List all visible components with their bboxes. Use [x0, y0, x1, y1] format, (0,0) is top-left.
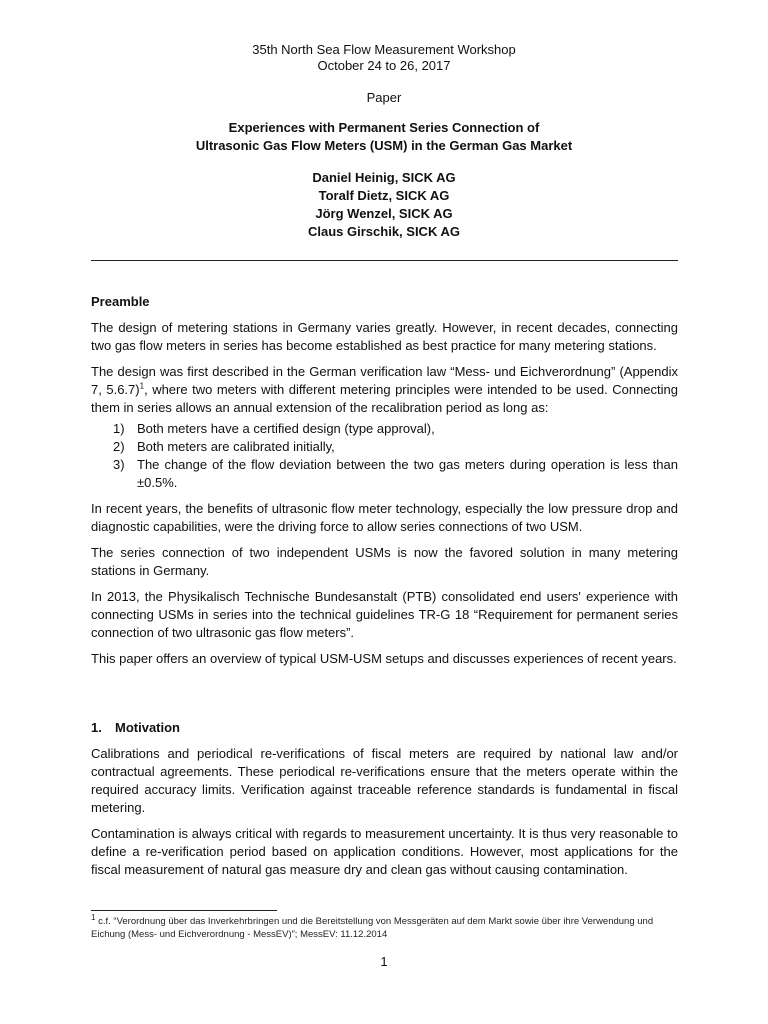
preamble-section — [91, 293, 678, 668]
list-item — [91, 438, 678, 456]
preamble-paragraph-1: The design of metering stations in Germany varies greatly. However, in recent decades, connecting two gas flow meters in series has become established as best practice for many metering stations. — [91, 320, 678, 353]
preamble-paragraph-4: The series connection of two independent USMs is now the favored solution in many metering stations in Germany. — [91, 545, 678, 578]
list-number: 3) — [113, 457, 125, 472]
page-number: 1 — [380, 954, 388, 969]
footnote — [91, 912, 678, 941]
list-text: Both meters are calibrated initially, — [137, 439, 335, 454]
workshop-name: 35th North Sea Flow Measurement Workshop — [252, 42, 516, 57]
section-heading-preamble: Preamble — [91, 294, 150, 309]
workshop-dates: October 24 to 26, 2017 — [317, 58, 451, 73]
author-name: Claus Girschik, SICK AG — [308, 224, 460, 239]
paragraph-text: The design was first described in the German verification law “Mess- und Eichverordnung” (Appendix 7, 5.6.7) — [91, 364, 678, 397]
author-name: Toralf Dietz, SICK AG — [318, 188, 450, 203]
author-list — [0, 169, 768, 241]
preamble-paragraph-3: In recent years, the benefits of ultrasonic flow meter technology, especially the low pressure drop and diagnostic capabilities, were the driving force to allow series connections of two USM. — [91, 501, 678, 534]
list-item — [91, 456, 678, 492]
footnote-reference: 1 — [139, 381, 145, 391]
title-divider — [91, 260, 678, 261]
conditions-list — [91, 420, 678, 492]
list-number: 1) — [113, 421, 125, 436]
preamble-paragraph-5: In 2013, the Physikalisch Technische Bundesanstalt (PTB) consolidated end users' experience with connecting USMs in series into the technical guidelines TR-G 18 “Requirement for permanent series connection of two ultrasonic gas flow meters”. — [91, 589, 678, 640]
section-title: Motivation — [115, 720, 180, 735]
list-item — [91, 420, 678, 438]
paper-header — [0, 42, 768, 106]
author-name: Jörg Wenzel, SICK AG — [315, 206, 453, 221]
title-line-1: Experiences with Permanent Series Connection of — [228, 120, 540, 135]
motivation-paragraph-2: Contamination is always critical with regards to measurement uncertainty. It is thus very reasonable to define a re-verification period based on application conditions. However, most applications for the fiscal measurement of natural gas measure dry and clean gas without causing contamination. — [91, 826, 678, 877]
section-heading-motivation — [91, 719, 678, 737]
document-type: Paper — [366, 90, 402, 105]
footnote-divider — [91, 910, 277, 911]
list-text: The change of the flow deviation between the two gas meters during operation is less than ±0.5%. — [137, 457, 678, 490]
motivation-paragraph-1: Calibrations and periodical re-verifications of fiscal meters are required by national law and/or contractual agreements. These periodical re-verifications ensure that the meters operate within the required accuracy limits. Verification against traceable reference standards is fundamental in fiscal metering. — [91, 746, 678, 815]
section-number: 1. — [91, 720, 102, 735]
paragraph-text: , where two meters with different metering principles were intended to be used. Connecting them in series allows an annual extension of the recalibration period as long as: — [91, 382, 678, 415]
preamble-paragraph-2 — [91, 363, 678, 417]
footnote-text: c.f. “Verordnung über das Inverkehrbringen und die Bereitstellung von Messgeräten auf dem Markt sowie über ihre Verwendung und Eichung (Mess- und Eichverordnung - MessEV)”; MessEV: 11.12.2014 — [91, 916, 654, 940]
author-name: Daniel Heinig, SICK AG — [312, 170, 456, 185]
preamble-paragraph-6: This paper offers an overview of typical USM-USM setups and discusses experiences of recent years. — [91, 651, 677, 666]
footnote-marker: 1 — [91, 912, 96, 922]
paper-title — [0, 119, 768, 155]
list-text: Both meters have a certified design (type approval), — [137, 421, 435, 436]
list-number: 2) — [113, 439, 125, 454]
motivation-section — [91, 719, 678, 879]
title-line-2: Ultrasonic Gas Flow Meters (USM) in the German Gas Market — [195, 138, 573, 153]
